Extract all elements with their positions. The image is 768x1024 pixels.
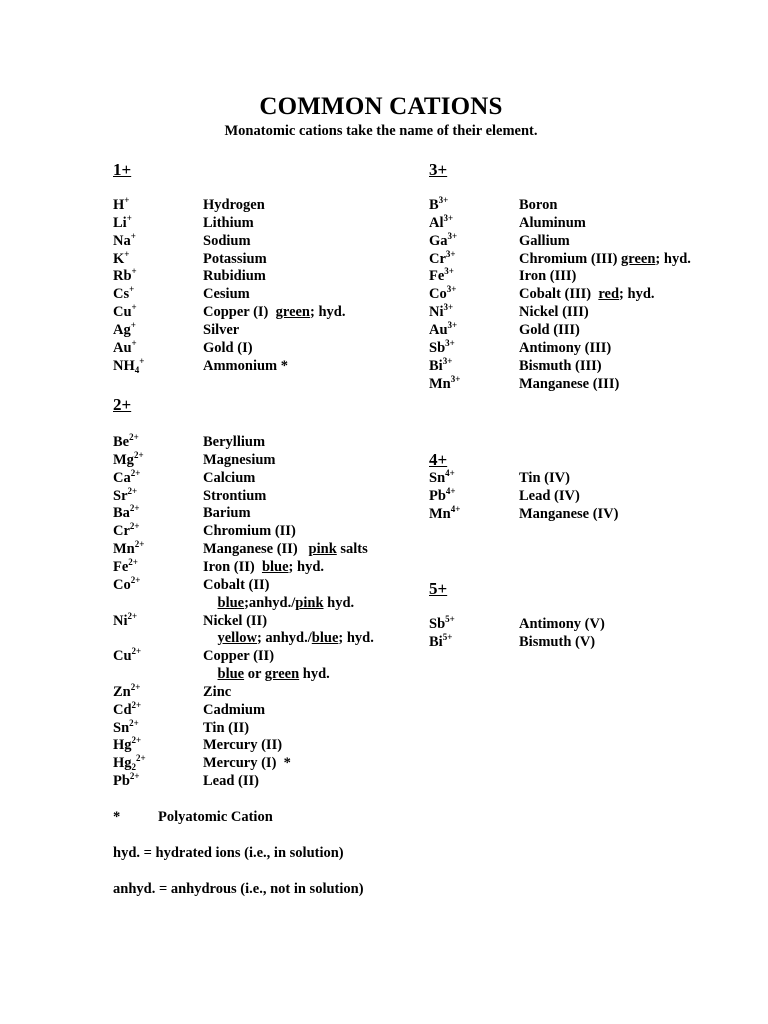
name-text: Iron (II) [203,558,262,575]
cation-name [519,268,576,285]
cation-name [519,376,619,393]
ion-charge: + [131,337,137,348]
ion-charge: 2+ [130,467,141,478]
cation-name [203,488,266,505]
name-text: Strontium [203,487,267,504]
ion-charge: + [139,355,145,366]
name-text: Nickel (III) [519,304,589,321]
element-symbol: K [113,250,125,267]
ion-charge: 5+ [445,614,455,624]
element-symbol: B [429,197,439,213]
name-text: Tin (IV) [519,470,570,486]
subscript: 4 [134,364,140,375]
ion-symbol [429,355,453,375]
ion-symbol [113,717,139,737]
element-symbol: Be [113,434,130,450]
ion-symbol [113,355,145,375]
cation-name [203,648,274,665]
ion-symbol [113,755,146,772]
name-text: Lead (IV) [519,487,580,504]
name-text [203,666,218,682]
cation-name [203,358,288,375]
element-symbol: Ca [113,469,131,486]
name-text: salts [336,541,368,558]
name-text: Beryllium [203,434,266,450]
ion-charge: 2+ [129,717,139,728]
element-symbol: Sb [429,616,446,632]
name-text: ; hyd. [338,630,374,647]
name-text: Cesium [203,286,250,303]
element-symbol: Ba [113,505,130,522]
name-text: Boron [519,197,558,213]
cation-list-4plus [429,470,729,530]
ion-charge: 2+ [129,432,139,442]
ion-symbol [113,197,129,214]
ion-symbol [429,616,455,633]
cation-name [519,616,605,633]
ion-charge: 2+ [128,556,138,567]
name-text: ; hyd. [619,286,655,303]
name-text: Silver [203,321,240,338]
ion-symbol [113,212,132,232]
element-symbol: Bi [429,633,443,650]
element-symbol: Co [113,576,131,593]
ion-charge: + [131,266,137,277]
element-symbol: Mn [429,505,451,522]
name-text: Lithium [203,214,254,231]
cation-name [203,340,253,357]
color-note: red [598,286,620,303]
ion-symbol [113,337,137,357]
subscript: 2 [131,762,137,773]
ion-charge: 2+ [131,646,142,657]
ion-charge: + [130,230,136,241]
ion-symbol [429,485,456,505]
name-text: ; anhyd./ [256,630,312,647]
cation-name [203,684,231,701]
element-symbol: Mn [113,541,135,558]
name-text: Lead (II) [203,773,259,790]
name-text: Gallium [519,232,570,249]
ion-charge: 2+ [133,449,144,460]
ion-symbol [113,268,137,285]
ion-symbol [113,248,130,268]
name-text: Chromium (III) [519,250,622,267]
ion-symbol [113,304,137,321]
ion-symbol [429,248,456,268]
cation-name [203,541,368,558]
cation-name [203,702,265,719]
ion-symbol [429,230,458,250]
ion-symbol [113,319,136,339]
ion-charge: 2+ [129,503,140,514]
ion-charge: 2+ [131,735,142,746]
name-text: Gold (III) [519,321,580,338]
name-text: Mercury (I) * [203,755,291,772]
heading-5plus: 5+ [429,579,448,598]
ion-symbol [429,319,458,339]
element-symbol: Ag [113,321,131,338]
name-text: Manganese (II) [203,541,309,558]
element-symbol: Mn [429,375,451,392]
name-text: Magnesium [203,451,276,468]
ion-symbol [113,773,140,790]
ion-charge: 2+ [134,539,145,550]
name-text [203,630,218,646]
ion-charge: + [130,319,136,330]
cation-name [203,523,296,540]
element-symbol: Au [113,339,132,356]
ion-charge: 2+ [130,574,141,585]
cation-name [203,666,330,683]
ion-charge: 2+ [136,753,146,764]
name-text: Antimony (V) [519,616,605,632]
name-text: hyd. [323,594,355,611]
cation-name [203,215,254,232]
ion-symbol [113,230,136,250]
name-text: Sodium [203,232,251,249]
color-note: blue [311,630,339,647]
ion-charge: 5+ [442,631,453,642]
heading-2plus: 2+ [113,395,132,414]
name-text: Aluminum [519,214,586,231]
ion-charge: + [129,284,135,295]
cation-name [203,595,354,612]
ion-charge: 3+ [446,284,457,295]
heading-4plus: 4+ [429,450,448,469]
name-text: Chromium (II) [203,523,296,540]
cation-name [203,233,251,250]
ion-symbol [113,574,141,594]
name-text: ; hyd. [655,250,691,267]
cation-name [519,215,586,232]
element-symbol: Rb [113,268,132,285]
ion-charge: 3+ [443,302,454,313]
color-note: pink [308,541,337,558]
ion-symbol [113,610,138,630]
element-symbol: Au [429,321,448,338]
name-text: Bismuth (V) [519,633,596,650]
ion-charge: 2+ [129,521,140,532]
cation-name [203,773,259,790]
ion-symbol [113,681,141,701]
cation-name [519,233,570,250]
name-text: Tin (II) [203,719,250,736]
ion-charge: 2+ [130,681,141,692]
ion-charge: 2+ [127,610,138,621]
name-text: or [244,666,265,683]
ion-charge: 3+ [443,212,454,223]
cation-name [203,434,265,451]
color-note: blue [261,558,289,575]
ion-charge: 3+ [438,195,449,205]
element-symbol: Sb [429,339,446,356]
cation-name [519,251,691,268]
ion-symbol [429,470,455,487]
element-symbol: NH [113,357,135,374]
cation-name [203,197,265,214]
color-note: blue [217,594,245,611]
name-text: Hydrogen [203,197,265,213]
ion-symbol [113,648,141,665]
element-symbol: Cr [113,523,130,540]
element-symbol: Zn [113,683,131,700]
ion-charge: 3+ [444,266,454,277]
ion-charge: 3+ [447,319,458,330]
name-text: Ammonium * [203,357,288,374]
element-symbol: Hg [113,755,132,772]
name-text: Antimony (III) [519,339,612,356]
cation-name [519,340,611,357]
element-symbol: Na [113,232,131,249]
ion-charge: 3+ [445,248,456,259]
ion-charge: 2+ [127,485,138,496]
ion-symbol [429,212,454,232]
element-symbol: Hg [113,737,132,754]
name-text: Manganese (III) [519,375,620,392]
ion-charge: + [131,302,137,313]
ion-charge: 3+ [442,355,453,366]
cation-list-2plus [113,434,413,794]
element-symbol: Sn [429,470,446,486]
cation-name [203,470,255,487]
name-text: Copper (II) [203,648,275,665]
page-subtitle: Monatomic cations take the name of their element. [224,123,538,139]
color-note: green [621,250,656,267]
ion-symbol [113,449,144,469]
element-symbol: Ni [429,304,444,321]
name-text: Copper (I) [203,304,276,321]
ion-charge: 3+ [450,373,461,384]
cation-list-5plus [429,616,729,656]
ion-symbol [113,467,141,487]
name-text: Barium [203,505,251,522]
ion-symbol [429,503,461,523]
name-text: Calcium [203,469,256,486]
element-symbol: Cs [113,286,130,303]
color-note: blue [217,666,245,683]
cation-name [203,286,250,303]
name-text: Rubidium [203,268,266,285]
cation-name [519,470,570,487]
cation-name [203,322,239,339]
name-text: Potassium [203,250,267,267]
cation-name [519,304,589,321]
ion-symbol [429,337,455,357]
cation-name [519,197,557,214]
name-text: ; hyd. [288,558,325,575]
footnote-star-symbol: * [113,809,121,825]
ion-charge: 2+ [131,699,142,710]
element-symbol: Fe [113,558,129,575]
ion-symbol [113,485,138,505]
ion-symbol [113,434,139,451]
ion-charge: + [124,248,130,259]
element-symbol: Cd [113,701,132,718]
ion-charge: 2+ [129,771,140,782]
element-symbol: Sr [113,487,128,504]
ion-symbol [429,373,461,393]
element-symbol: Al [429,214,444,231]
cation-name [203,452,276,469]
cation-name [519,634,595,651]
name-text: hyd. [299,666,330,683]
element-symbol: Li [113,214,127,231]
name-text: Mercury (II) [203,737,283,754]
element-symbol: Mg [113,451,134,468]
page-title: COMMON CATIONS [259,93,503,120]
cation-name [203,251,267,268]
element-symbol: Bi [429,357,443,374]
ion-symbol [429,286,456,303]
ion-symbol [113,737,141,754]
cation-name [203,559,324,576]
cation-name [519,322,580,339]
ion-symbol [113,541,144,558]
name-text: ;anhyd./ [244,594,296,611]
ion-charge: 4+ [445,485,456,496]
element-symbol: Cu [113,648,132,665]
cation-list-1plus [113,197,413,377]
cation-name [203,268,266,285]
heading-3plus: 3+ [429,160,448,179]
ion-symbol [429,304,453,321]
name-text: Cadmium [203,701,266,718]
color-note: pink [295,594,324,611]
element-symbol: Co [429,286,447,303]
footnote-star-text: Polyatomic Cation [158,809,273,825]
ion-symbol [429,197,448,214]
ion-charge: + [126,212,132,223]
cation-name [519,286,655,303]
color-note: green [264,666,300,683]
ion-charge: 4+ [450,503,461,514]
element-symbol: Cu [113,304,132,321]
ion-symbol [113,699,142,719]
name-text: Nickel (II) [203,612,268,629]
footnote-anhyd: anhyd. = anhydrous (i.e., not in solution) [113,881,364,897]
cation-name [203,630,374,647]
color-note: yellow [217,630,257,647]
cation-list-3plus [429,197,729,397]
element-symbol: Pb [429,487,446,504]
element-symbol: H [113,197,125,213]
element-symbol: Ni [113,612,128,629]
name-text: Iron (III) [519,268,577,285]
ion-charge: 4+ [445,468,455,478]
ion-symbol [113,505,140,522]
ion-charge: 3+ [447,230,458,241]
name-text: Bismuth (III) [519,357,602,374]
cation-name [519,506,618,523]
name-text: Manganese (IV) [519,505,619,522]
name-text: ; hyd. [310,304,346,321]
ion-symbol [429,268,454,285]
name-text: Cobalt (II) [203,576,270,593]
name-text [203,595,218,611]
name-text: Gold (I) [203,339,253,356]
footnote-hyd: hyd. = hydrated ions (i.e., in solution) [113,845,344,861]
color-note: green [275,304,311,321]
ion-symbol [113,523,140,540]
element-symbol: Ga [429,232,448,249]
element-symbol: Fe [429,268,445,285]
cation-name [203,577,269,594]
cation-name [203,304,345,321]
cation-name [519,488,580,505]
name-text: Zinc [203,683,232,700]
element-symbol: Pb [113,773,130,790]
ion-symbol [429,631,453,651]
cation-name [203,720,249,737]
element-symbol: Sn [113,719,130,736]
ion-charge: 3+ [445,337,455,348]
cation-name [203,613,267,630]
name-text: Cobalt (III) [519,286,599,303]
cation-name [203,505,251,522]
ion-symbol [113,286,134,303]
cation-name [519,358,602,375]
ion-charge: + [124,195,130,205]
cation-name [203,737,282,754]
element-symbol: Cr [429,250,446,267]
heading-1plus: 1+ [113,160,132,179]
ion-symbol [113,556,138,576]
cation-name [203,755,291,772]
